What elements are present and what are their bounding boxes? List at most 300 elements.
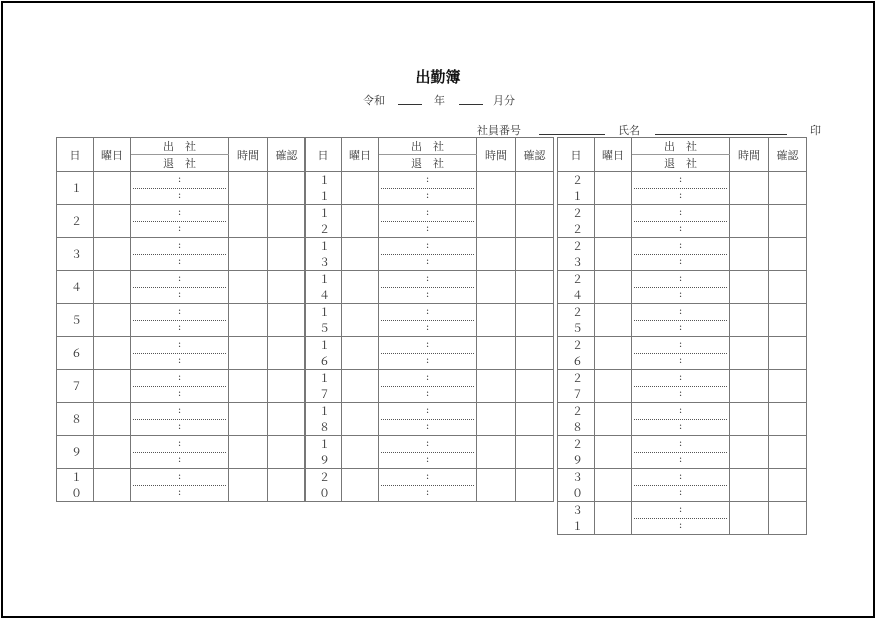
day-row [305, 337, 554, 370]
time-box [632, 172, 729, 204]
clock-in-time[interactable]: : [133, 403, 226, 420]
time-box [379, 205, 476, 237]
header-clock-in: 出 社 [379, 138, 477, 155]
confirm-cell[interactable] [769, 172, 807, 205]
hours-cell[interactable] [730, 502, 769, 535]
confirm-cell[interactable] [268, 337, 306, 370]
hours-cell[interactable] [229, 403, 268, 436]
time-cell [379, 469, 477, 502]
time-box [632, 337, 729, 369]
time-cell [379, 238, 477, 271]
clock-out-time[interactable]: : [425, 388, 430, 400]
day-row [558, 304, 807, 337]
day-number: ２１ [558, 172, 595, 205]
header-weekday: 曜日 [94, 138, 131, 172]
hours-cell[interactable] [229, 271, 268, 304]
clock-in-time[interactable]: : [634, 238, 727, 255]
weekday-cell[interactable] [342, 304, 379, 337]
time-box [131, 172, 228, 204]
hours-cell[interactable] [477, 370, 516, 403]
day-row [558, 271, 807, 304]
time-cell [632, 370, 730, 403]
day-number: １５ [305, 304, 342, 337]
time-box [379, 403, 476, 435]
time-box [379, 436, 476, 468]
month-blank[interactable] [459, 104, 483, 105]
hours-cell[interactable] [730, 304, 769, 337]
confirm-cell[interactable] [516, 304, 554, 337]
time-box [632, 469, 729, 501]
hours-cell[interactable] [730, 271, 769, 304]
clock-out-time[interactable]: : [678, 223, 683, 235]
time-box [632, 403, 729, 435]
weekday-cell[interactable] [342, 436, 379, 469]
day-number: ２６ [558, 337, 595, 370]
day-row [558, 337, 807, 370]
day-row [57, 337, 306, 370]
weekday-cell[interactable] [595, 469, 632, 502]
day-row [57, 205, 306, 238]
clock-in-time[interactable]: : [634, 469, 727, 486]
clock-in-time[interactable]: : [634, 370, 727, 387]
year-label: 年 [434, 94, 445, 107]
clock-in-time[interactable]: : [381, 304, 474, 321]
confirm-cell[interactable] [769, 238, 807, 271]
clock-out-time[interactable]: : [425, 190, 430, 202]
day-row [57, 271, 306, 304]
clock-in-time[interactable]: : [634, 304, 727, 321]
time-cell [632, 205, 730, 238]
weekday-cell[interactable] [595, 271, 632, 304]
hours-cell[interactable] [229, 238, 268, 271]
hours-cell[interactable] [730, 436, 769, 469]
clock-in-time[interactable]: : [133, 304, 226, 321]
clock-in-time[interactable]: : [381, 172, 474, 189]
time-cell [131, 238, 229, 271]
confirm-cell[interactable] [268, 403, 306, 436]
day-number: ５ [57, 304, 94, 337]
day-row [558, 502, 807, 535]
time-box [632, 271, 729, 303]
weekday-cell[interactable] [342, 337, 379, 370]
day-number: ２７ [558, 370, 595, 403]
time-cell [379, 172, 477, 205]
hours-cell[interactable] [477, 271, 516, 304]
confirm-cell[interactable] [769, 403, 807, 436]
time-box [379, 172, 476, 204]
clock-out-time[interactable]: : [678, 355, 683, 367]
hours-cell[interactable] [477, 205, 516, 238]
day-row [558, 469, 807, 502]
confirm-cell[interactable] [769, 469, 807, 502]
clock-in-time[interactable]: : [133, 469, 226, 486]
confirm-cell[interactable] [268, 271, 306, 304]
confirm-cell[interactable] [268, 436, 306, 469]
clock-out-time[interactable]: : [177, 454, 182, 466]
time-box [632, 370, 729, 402]
hours-cell[interactable] [477, 172, 516, 205]
time-cell [131, 205, 229, 238]
header-row [57, 138, 306, 155]
time-cell [379, 271, 477, 304]
day-row [305, 172, 554, 205]
hours-cell[interactable] [229, 436, 268, 469]
weekday-cell[interactable] [595, 172, 632, 205]
time-box [131, 271, 228, 303]
confirm-cell[interactable] [268, 172, 306, 205]
weekday-cell[interactable] [342, 271, 379, 304]
weekday-cell[interactable] [94, 205, 131, 238]
day-number: １３ [305, 238, 342, 271]
hours-cell[interactable] [229, 469, 268, 502]
weekday-cell[interactable] [595, 304, 632, 337]
clock-out-time[interactable]: : [678, 487, 683, 499]
time-box [131, 370, 228, 402]
header-clock-out: 退 社 [379, 155, 477, 172]
hours-cell[interactable] [477, 403, 516, 436]
clock-out-time[interactable]: : [177, 256, 182, 268]
header-day: 日 [305, 138, 342, 172]
day-row [57, 238, 306, 271]
header-hours: 時間 [730, 138, 769, 172]
clock-out-time[interactable]: : [425, 289, 430, 301]
day-number: １７ [305, 370, 342, 403]
employee-number-blank[interactable] [539, 134, 605, 135]
name-label: 氏名 [618, 124, 640, 137]
clock-in-time[interactable]: : [381, 238, 474, 255]
weekday-cell[interactable] [595, 436, 632, 469]
header-clock-out: 退 社 [131, 155, 229, 172]
weekday-cell[interactable] [595, 370, 632, 403]
day-number: ４ [57, 271, 94, 304]
day-row [57, 172, 306, 205]
clock-out-time[interactable]: : [678, 520, 683, 532]
hours-cell[interactable] [477, 337, 516, 370]
hours-cell[interactable] [730, 205, 769, 238]
time-box [632, 238, 729, 270]
time-cell [379, 403, 477, 436]
confirm-cell[interactable] [516, 205, 554, 238]
header-row [558, 138, 807, 155]
confirm-cell[interactable] [516, 469, 554, 502]
day-number: １ [57, 172, 94, 205]
day-number: ２５ [558, 304, 595, 337]
time-box [379, 469, 476, 501]
day-number: ３０ [558, 469, 595, 502]
time-cell [632, 238, 730, 271]
confirm-cell[interactable] [769, 370, 807, 403]
day-row [305, 238, 554, 271]
hours-cell[interactable] [477, 304, 516, 337]
time-cell [632, 271, 730, 304]
hours-cell[interactable] [477, 469, 516, 502]
clock-in-time[interactable]: : [634, 172, 727, 189]
hours-cell[interactable] [477, 238, 516, 271]
time-box [632, 205, 729, 237]
time-cell [131, 370, 229, 403]
day-row [305, 436, 554, 469]
confirm-cell[interactable] [516, 172, 554, 205]
day-number: １９ [305, 436, 342, 469]
confirm-cell[interactable] [769, 337, 807, 370]
clock-in-time[interactable]: : [381, 205, 474, 222]
header-confirm: 確認 [769, 138, 807, 172]
confirm-cell[interactable] [268, 370, 306, 403]
clock-in-time[interactable]: : [381, 436, 474, 453]
clock-out-time[interactable]: : [177, 322, 182, 334]
hours-cell[interactable] [477, 436, 516, 469]
day-number: ７ [57, 370, 94, 403]
hours-cell[interactable] [229, 172, 268, 205]
clock-in-time[interactable]: : [133, 337, 226, 354]
clock-in-time[interactable]: : [133, 370, 226, 387]
header-day: 日 [57, 138, 94, 172]
day-number: ２３ [558, 238, 595, 271]
confirm-cell[interactable] [516, 337, 554, 370]
hours-cell[interactable] [229, 370, 268, 403]
clock-in-time[interactable]: : [634, 271, 727, 288]
clock-in-time[interactable]: : [133, 271, 226, 288]
time-box [131, 436, 228, 468]
day-number: １８ [305, 403, 342, 436]
time-box [131, 337, 228, 369]
day-row [57, 304, 306, 337]
weekday-cell[interactable] [342, 238, 379, 271]
time-cell [632, 403, 730, 436]
attendance-table-days-21-31 [557, 137, 807, 535]
day-row [57, 403, 306, 436]
clock-out-time[interactable]: : [425, 256, 430, 268]
time-cell [379, 436, 477, 469]
day-number: ８ [57, 403, 94, 436]
weekday-cell[interactable] [94, 271, 131, 304]
clock-out-time[interactable]: : [678, 454, 683, 466]
confirm-cell[interactable] [516, 271, 554, 304]
header-weekday: 曜日 [595, 138, 632, 172]
time-cell [131, 271, 229, 304]
time-box [131, 469, 228, 501]
year-blank[interactable] [398, 104, 422, 105]
confirm-cell[interactable] [769, 436, 807, 469]
header-clock-in: 出 社 [131, 138, 229, 155]
weekday-cell[interactable] [595, 403, 632, 436]
day-row [558, 436, 807, 469]
confirm-cell[interactable] [516, 436, 554, 469]
confirm-cell[interactable] [268, 238, 306, 271]
clock-out-time[interactable]: : [425, 223, 430, 235]
confirm-cell[interactable] [516, 370, 554, 403]
clock-out-time[interactable]: : [425, 487, 430, 499]
clock-out-time[interactable]: : [177, 421, 182, 433]
time-cell [632, 304, 730, 337]
weekday-cell[interactable] [342, 469, 379, 502]
era-label: 令和 [363, 94, 385, 107]
clock-in-time[interactable]: : [634, 337, 727, 354]
day-number: １０ [57, 469, 94, 502]
name-blank[interactable] [655, 134, 787, 135]
weekday-cell[interactable] [595, 337, 632, 370]
confirm-cell[interactable] [268, 469, 306, 502]
clock-in-time[interactable]: : [133, 238, 226, 255]
hours-cell[interactable] [730, 337, 769, 370]
clock-out-time[interactable]: : [177, 190, 182, 202]
time-cell [131, 337, 229, 370]
clock-in-time[interactable]: : [381, 403, 474, 420]
clock-out-time[interactable]: : [177, 355, 182, 367]
hours-cell[interactable] [730, 469, 769, 502]
header-row [305, 138, 554, 155]
weekday-cell[interactable] [595, 502, 632, 535]
confirm-cell[interactable] [769, 271, 807, 304]
attendance-table-days-1-10 [56, 137, 306, 502]
day-number: １２ [305, 205, 342, 238]
time-box [131, 403, 228, 435]
time-box [379, 271, 476, 303]
weekday-cell[interactable] [94, 337, 131, 370]
time-cell [632, 337, 730, 370]
time-cell [379, 337, 477, 370]
day-row [57, 370, 306, 403]
weekday-cell[interactable] [94, 238, 131, 271]
clock-in-time[interactable]: : [133, 436, 226, 453]
clock-in-time[interactable]: : [381, 271, 474, 288]
clock-out-time[interactable]: : [425, 322, 430, 334]
clock-out-time[interactable]: : [678, 388, 683, 400]
day-row [305, 403, 554, 436]
weekday-cell[interactable] [94, 469, 131, 502]
time-cell [131, 304, 229, 337]
day-number: ９ [57, 436, 94, 469]
clock-in-time[interactable]: : [634, 502, 727, 519]
clock-out-time[interactable]: : [678, 190, 683, 202]
clock-in-time[interactable]: : [634, 403, 727, 420]
weekday-cell[interactable] [342, 370, 379, 403]
day-number: １４ [305, 271, 342, 304]
time-box [632, 436, 729, 468]
day-row [558, 205, 807, 238]
clock-out-time[interactable]: : [425, 421, 430, 433]
weekday-cell[interactable] [94, 304, 131, 337]
month-label: 月分 [493, 94, 515, 107]
header-hours: 時間 [229, 138, 268, 172]
time-cell [131, 172, 229, 205]
hours-cell[interactable] [730, 172, 769, 205]
confirm-cell[interactable] [268, 205, 306, 238]
day-number: ２ [57, 205, 94, 238]
day-row [305, 271, 554, 304]
clock-in-time[interactable]: : [381, 370, 474, 387]
clock-out-time[interactable]: : [678, 256, 683, 268]
time-box [379, 370, 476, 402]
day-row [558, 238, 807, 271]
header-clock-in: 出 社 [632, 138, 730, 155]
employee-number-label: 社員番号 [477, 124, 521, 137]
clock-out-time[interactable]: : [678, 421, 683, 433]
weekday-cell[interactable] [342, 403, 379, 436]
weekday-cell[interactable] [342, 172, 379, 205]
confirm-cell[interactable] [516, 238, 554, 271]
document-title: 出勤簿 [415, 68, 461, 86]
confirm-cell[interactable] [769, 502, 807, 535]
clock-in-time[interactable]: : [133, 205, 226, 222]
day-row [57, 469, 306, 502]
clock-in-time[interactable]: : [133, 172, 226, 189]
weekday-cell[interactable] [94, 436, 131, 469]
time-box [131, 238, 228, 270]
day-number: ２０ [305, 469, 342, 502]
hours-cell[interactable] [730, 370, 769, 403]
clock-out-time[interactable]: : [177, 487, 182, 499]
hours-cell[interactable] [730, 238, 769, 271]
day-row [305, 205, 554, 238]
clock-in-time[interactable]: : [381, 469, 474, 486]
header-hours: 時間 [477, 138, 516, 172]
day-row [305, 304, 554, 337]
confirm-cell[interactable] [268, 304, 306, 337]
clock-out-time[interactable]: : [425, 355, 430, 367]
hours-cell[interactable] [730, 403, 769, 436]
time-cell [131, 436, 229, 469]
attendance-table-days-11-20 [304, 137, 554, 502]
hours-cell[interactable] [229, 337, 268, 370]
day-row [558, 403, 807, 436]
clock-out-time[interactable]: : [177, 289, 182, 301]
day-number: ３ [57, 238, 94, 271]
clock-in-time[interactable]: : [634, 205, 727, 222]
weekday-cell[interactable] [94, 370, 131, 403]
weekday-cell[interactable] [342, 205, 379, 238]
day-number: １６ [305, 337, 342, 370]
time-box [131, 304, 228, 336]
clock-out-time[interactable]: : [425, 454, 430, 466]
day-row [558, 370, 807, 403]
header-confirm: 確認 [268, 138, 306, 172]
day-row [57, 436, 306, 469]
hours-cell[interactable] [229, 304, 268, 337]
clock-out-time[interactable]: : [177, 223, 182, 235]
time-box [131, 205, 228, 237]
day-row [305, 370, 554, 403]
time-cell [379, 370, 477, 403]
confirm-cell[interactable] [769, 304, 807, 337]
time-box [379, 238, 476, 270]
confirm-cell[interactable] [516, 403, 554, 436]
clock-in-time[interactable]: : [381, 337, 474, 354]
day-number: ２４ [558, 271, 595, 304]
weekday-cell[interactable] [94, 172, 131, 205]
time-box [379, 304, 476, 336]
weekday-cell[interactable] [595, 205, 632, 238]
header-weekday: 曜日 [342, 138, 379, 172]
clock-out-time[interactable]: : [678, 322, 683, 334]
day-row [558, 172, 807, 205]
clock-out-time[interactable]: : [678, 289, 683, 301]
weekday-cell[interactable] [595, 238, 632, 271]
time-cell [632, 172, 730, 205]
time-cell [632, 502, 730, 535]
hours-cell[interactable] [229, 205, 268, 238]
clock-out-time[interactable]: : [177, 388, 182, 400]
time-cell [632, 469, 730, 502]
weekday-cell[interactable] [94, 403, 131, 436]
time-cell [379, 205, 477, 238]
time-cell [131, 403, 229, 436]
day-number: ３１ [558, 502, 595, 535]
clock-in-time[interactable]: : [634, 436, 727, 453]
header-clock-out: 退 社 [632, 155, 730, 172]
confirm-cell[interactable] [769, 205, 807, 238]
time-box [379, 337, 476, 369]
